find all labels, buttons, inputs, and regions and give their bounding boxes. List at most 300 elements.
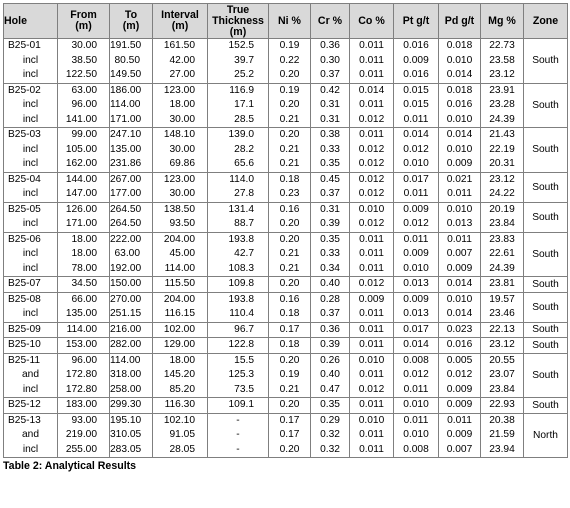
cell-ni — [269, 277, 311, 293]
header-co — [350, 4, 394, 39]
cr-value: 0.38 — [320, 129, 340, 140]
table-row-group — [4, 338, 568, 354]
co-value: 0.010 — [358, 354, 385, 366]
table-row-group — [4, 232, 568, 277]
true-thickness-value: 152.5 — [228, 40, 254, 51]
cell-interval — [153, 398, 208, 414]
header-co-line: Co % — [358, 14, 385, 27]
cell-zone: South — [524, 83, 568, 128]
true-thickness-value: 125.3 — [228, 369, 254, 380]
co-value: 0.011 — [359, 40, 384, 51]
pd-value: 0.010 — [446, 143, 473, 155]
pd-value: 0.005 — [446, 354, 473, 366]
co-value: 0.014 — [358, 84, 385, 96]
cell-true-thickness — [208, 292, 269, 322]
true-thickness-value: - — [236, 443, 240, 455]
cr-value: 0.39 — [320, 339, 340, 350]
table-row-group — [4, 413, 568, 458]
mg-value: 23.81 — [489, 278, 515, 289]
true-thickness-value: 122.8 — [228, 339, 254, 350]
interval-value: 115.50 — [164, 278, 195, 289]
cr-value: 0.26 — [320, 354, 340, 366]
interval-value: 45.00 — [169, 248, 195, 259]
results-table-container — [3, 3, 568, 472]
ni-value: 0.17 — [279, 414, 300, 426]
to-value: 149.50 — [110, 69, 142, 80]
table-row-group — [4, 172, 568, 202]
true-thickness-value: 17.1 — [234, 99, 254, 110]
from-value: 153.00 — [65, 339, 97, 350]
table-row-group — [4, 322, 568, 338]
cell-hole — [4, 322, 58, 338]
interval-value: 28.05 — [169, 443, 195, 455]
hole-value: B25-01 — [8, 40, 41, 51]
cell-zone: South — [524, 322, 568, 338]
cell-pt — [394, 232, 439, 277]
header-from-line: (m) — [75, 20, 92, 32]
cell-hole — [4, 398, 58, 414]
cell-pd — [439, 83, 481, 128]
cell-from — [58, 353, 110, 398]
pd-value: 0.009 — [446, 399, 473, 410]
cell-interval — [153, 172, 208, 202]
cell-zone: South — [524, 353, 568, 398]
cell-to — [110, 172, 153, 202]
pd-value: 0.009 — [446, 429, 473, 440]
cell-to — [110, 413, 153, 458]
co-value: 0.011 — [359, 248, 384, 259]
mg-value: 23.46 — [489, 308, 515, 319]
header-cr — [311, 4, 350, 39]
cell-from — [58, 83, 110, 128]
cell-zone: South — [524, 39, 568, 84]
true-thickness-value: 42.7 — [234, 248, 254, 259]
interval-value: 85.20 — [169, 383, 195, 395]
interval-value: 204.00 — [163, 233, 195, 245]
cr-value: 0.37 — [320, 308, 340, 319]
cell-true-thickness — [208, 39, 269, 84]
pt-value: 0.014 — [403, 129, 429, 140]
cell-hole — [4, 172, 58, 202]
header-true-thickness-line: True — [226, 3, 250, 16]
cell-pt — [394, 277, 439, 293]
ni-value: 0.20 — [279, 233, 300, 245]
ni-value: 0.20 — [279, 443, 300, 455]
cell-hole — [4, 292, 58, 322]
cell-interval — [153, 202, 208, 232]
cr-value: 0.32 — [320, 429, 340, 440]
cell-zone: South — [524, 232, 568, 277]
cell-pd — [439, 292, 481, 322]
from-value: 135.00 — [65, 308, 97, 319]
header-to — [110, 4, 153, 39]
ni-value: 0.20 — [279, 278, 300, 289]
header-pt — [394, 4, 439, 39]
cell-zone: South — [524, 277, 568, 293]
pd-value: 0.010 — [446, 293, 473, 305]
true-thickness-value: 15.5 — [234, 354, 254, 366]
co-value: 0.009 — [358, 293, 385, 305]
interval-value: 123.00 — [163, 84, 195, 96]
cell-mg — [481, 292, 524, 322]
header-cr-line: Cr % — [317, 14, 343, 27]
cell-cr — [311, 353, 350, 398]
from-value: 63.00 — [71, 84, 97, 96]
ni-value: 0.17 — [279, 429, 300, 440]
hole-value: B25-07 — [8, 278, 41, 289]
to-value: 171.00 — [110, 113, 142, 125]
pt-value: 0.009 — [403, 248, 429, 259]
cell-mg — [481, 39, 524, 84]
interval-value: 123.00 — [163, 173, 195, 185]
cell-interval — [153, 83, 208, 128]
pd-value: 0.009 — [446, 383, 473, 395]
mg-value: 22.93 — [489, 399, 515, 410]
to-value: 63.00 — [114, 248, 140, 259]
pt-value: 0.010 — [403, 158, 429, 169]
from-value: 171.00 — [65, 218, 97, 229]
cell-interval — [153, 322, 208, 338]
from-value: 255.00 — [65, 443, 97, 455]
to-value: 258.00 — [110, 383, 142, 395]
header-zone-line: Zone — [532, 14, 559, 27]
pd-value: 0.014 — [446, 278, 473, 289]
hole-value: B25-03 — [8, 129, 41, 140]
pt-value: 0.008 — [403, 354, 429, 366]
pt-value: 0.013 — [403, 308, 429, 319]
cr-value: 0.35 — [320, 158, 340, 169]
header-pd — [439, 4, 481, 39]
ni-value: 0.20 — [279, 218, 300, 229]
hole-value: B25-11 — [8, 354, 41, 366]
cell-true-thickness — [208, 232, 269, 277]
header-mg — [481, 4, 524, 39]
to-value: 247.10 — [110, 129, 142, 140]
header-from-line: From — [70, 9, 97, 21]
co-value: 0.012 — [358, 143, 385, 155]
cell-co — [350, 338, 394, 354]
interval-value: 129.00 — [163, 339, 195, 350]
to-value: 80.50 — [114, 54, 140, 66]
ni-value: 0.19 — [279, 40, 300, 51]
true-thickness-value: 96.7 — [234, 323, 254, 335]
true-thickness-value: 65.6 — [234, 158, 254, 169]
header-true-thickness-line: (m) — [229, 25, 247, 38]
cr-value: 0.30 — [320, 54, 340, 66]
cell-cr — [311, 128, 350, 173]
true-thickness-value: 131.4 — [228, 203, 254, 215]
cell-mg — [481, 202, 524, 232]
pt-value: 0.015 — [403, 84, 429, 96]
header-true-thickness — [208, 4, 269, 39]
pd-value: 0.010 — [446, 113, 473, 125]
pd-value: 0.016 — [446, 339, 473, 350]
pd-value: 0.007 — [446, 443, 473, 455]
from-value: 38.50 — [71, 54, 97, 66]
pd-value: 0.011 — [447, 188, 472, 199]
cell-hole — [4, 338, 58, 354]
header-to-line: To — [124, 9, 138, 21]
cr-value: 0.45 — [320, 173, 340, 185]
cell-hole — [4, 413, 58, 458]
ni-value: 0.21 — [279, 248, 300, 259]
co-value: 0.011 — [359, 323, 384, 335]
cell-co — [350, 232, 394, 277]
to-value: 150.00 — [110, 278, 142, 289]
from-value: 219.00 — [65, 429, 97, 440]
cell-from — [58, 232, 110, 277]
cr-value: 0.28 — [320, 293, 340, 305]
hole-value: incl — [22, 158, 39, 169]
mg-value: 20.19 — [489, 203, 515, 215]
cell-zone: South — [524, 172, 568, 202]
mg-value: 22.19 — [489, 143, 515, 155]
ni-value: 0.21 — [279, 158, 300, 169]
cell-pd — [439, 398, 481, 414]
true-thickness-value: 116.9 — [229, 84, 254, 96]
from-value: 183.00 — [65, 399, 97, 410]
cell-pt — [394, 413, 439, 458]
true-thickness-value: 108.3 — [228, 262, 254, 274]
co-value: 0.012 — [358, 383, 385, 395]
ni-value: 0.18 — [279, 173, 300, 185]
cell-mg — [481, 322, 524, 338]
hole-value: B25-04 — [8, 173, 41, 185]
from-value: 172.80 — [65, 383, 97, 395]
pt-value: 0.010 — [403, 262, 429, 274]
from-value: 141.00 — [65, 113, 97, 125]
hole-value: incl — [22, 248, 39, 259]
cell-true-thickness — [208, 202, 269, 232]
cell-true-thickness — [208, 322, 269, 338]
cell-ni — [269, 83, 311, 128]
cell-co — [350, 353, 394, 398]
header-interval-line: (m) — [171, 20, 189, 32]
cell-cr — [311, 232, 350, 277]
from-value: 147.00 — [65, 188, 97, 199]
cell-to — [110, 322, 153, 338]
true-thickness-value: 25.2 — [234, 69, 254, 80]
mg-value: 23.28 — [489, 99, 515, 110]
cell-cr — [311, 39, 350, 84]
ni-value: 0.19 — [279, 369, 300, 380]
to-value: 318.00 — [110, 369, 142, 380]
to-value: 282.00 — [110, 339, 142, 350]
to-value: 299.30 — [110, 399, 142, 410]
hole-value: and — [22, 429, 39, 440]
pt-value: 0.010 — [403, 399, 429, 410]
pd-value: 0.014 — [446, 308, 473, 319]
true-thickness-value: 114.0 — [229, 173, 254, 185]
co-value: 0.010 — [358, 203, 385, 215]
ni-value: 0.23 — [279, 188, 300, 199]
interval-value: 18.00 — [169, 99, 195, 110]
ni-value: 0.21 — [279, 262, 300, 274]
to-value: 177.00 — [110, 188, 142, 199]
to-value: 310.05 — [110, 429, 142, 440]
cell-zone: South — [524, 398, 568, 414]
cr-value: 0.36 — [320, 40, 340, 51]
cell-true-thickness — [208, 353, 269, 398]
co-value: 0.011 — [359, 369, 384, 380]
cell-mg — [481, 232, 524, 277]
interval-value: 102.10 — [163, 414, 195, 426]
cell-mg — [481, 413, 524, 458]
mg-value: 23.12 — [489, 339, 515, 350]
cell-co — [350, 322, 394, 338]
co-value: 0.011 — [359, 54, 384, 66]
header-interval-line: Interval — [161, 9, 199, 21]
cell-to — [110, 338, 153, 354]
cell-interval — [153, 353, 208, 398]
true-thickness-value: 28.2 — [234, 143, 254, 155]
cell-to — [110, 128, 153, 173]
pt-value: 0.011 — [403, 383, 429, 395]
from-value: 172.80 — [65, 369, 97, 380]
cell-interval — [153, 39, 208, 84]
interval-value: 161.50 — [163, 40, 195, 51]
mg-value: 20.55 — [489, 354, 515, 366]
cell-co — [350, 413, 394, 458]
cell-interval — [153, 277, 208, 293]
pt-value: 0.009 — [403, 293, 429, 305]
cell-pt — [394, 39, 439, 84]
interval-value: 116.15 — [164, 308, 195, 319]
ni-value: 0.20 — [279, 354, 300, 366]
interval-value: 114.00 — [164, 262, 195, 274]
ni-value: 0.21 — [279, 113, 300, 125]
hole-value: B25-06 — [8, 233, 41, 245]
cell-pt — [394, 322, 439, 338]
interval-value: 30.00 — [169, 113, 195, 125]
cell-from — [58, 202, 110, 232]
cell-hole — [4, 39, 58, 84]
from-value: 114.00 — [66, 323, 97, 335]
ni-value: 0.20 — [279, 399, 300, 410]
header-pd-line: Pd g/t — [444, 14, 475, 27]
cell-to — [110, 232, 153, 277]
interval-value: 145.20 — [163, 369, 195, 380]
pt-value: 0.016 — [403, 69, 429, 80]
cell-from — [58, 292, 110, 322]
pt-value: 0.009 — [403, 203, 429, 215]
mg-value: 23.12 — [489, 173, 515, 185]
ni-value: 0.16 — [279, 203, 300, 215]
cell-mg — [481, 353, 524, 398]
header-pt-line: Pt g/t — [402, 14, 430, 27]
cell-pd — [439, 338, 481, 354]
cell-pt — [394, 83, 439, 128]
cell-ni — [269, 398, 311, 414]
pd-value: 0.018 — [446, 84, 473, 96]
to-value: 186.00 — [110, 84, 142, 96]
cell-cr — [311, 202, 350, 232]
hole-value: incl — [22, 308, 39, 319]
from-value: 30.00 — [71, 40, 97, 51]
to-value: 264.50 — [110, 218, 142, 229]
cell-pt — [394, 202, 439, 232]
from-value: 93.00 — [71, 414, 97, 426]
cell-pd — [439, 353, 481, 398]
hole-value: incl — [22, 113, 39, 125]
table-header-row — [4, 4, 568, 39]
co-value: 0.011 — [359, 262, 384, 274]
cr-value: 0.37 — [320, 69, 340, 80]
hole-value: B25-05 — [8, 203, 41, 215]
pt-value: 0.012 — [403, 143, 429, 155]
ni-value: 0.16 — [279, 293, 300, 305]
cr-value: 0.40 — [320, 278, 340, 289]
true-thickness-value: 109.1 — [228, 399, 254, 410]
pd-value: 0.010 — [446, 203, 473, 215]
cell-interval — [153, 413, 208, 458]
hole-value: incl — [22, 54, 39, 66]
pd-value: 0.023 — [446, 323, 473, 335]
true-thickness-value: 27.8 — [234, 188, 254, 199]
mg-value: 22.13 — [489, 323, 515, 335]
hole-value: incl — [22, 69, 39, 80]
cell-pt — [394, 398, 439, 414]
cell-true-thickness — [208, 338, 269, 354]
cr-value: 0.37 — [320, 188, 340, 199]
interval-value: 102.00 — [163, 323, 195, 335]
pt-value: 0.011 — [403, 233, 429, 245]
mg-value: 24.22 — [489, 188, 515, 199]
header-ni — [269, 4, 311, 39]
cell-mg — [481, 172, 524, 202]
to-value: 114.00 — [110, 354, 141, 366]
cell-from — [58, 413, 110, 458]
cell-co — [350, 277, 394, 293]
true-thickness-value: 73.5 — [234, 383, 254, 395]
pd-value: 0.011 — [447, 414, 472, 426]
header-zone — [524, 4, 568, 39]
cr-value: 0.42 — [320, 84, 340, 96]
cell-pt — [394, 128, 439, 173]
mg-value: 20.38 — [489, 414, 515, 426]
hole-value: B25-12 — [8, 399, 41, 410]
cell-co — [350, 292, 394, 322]
mg-value: 21.43 — [489, 129, 515, 140]
cell-interval — [153, 292, 208, 322]
interval-value: 30.00 — [169, 188, 195, 199]
cell-mg — [481, 128, 524, 173]
cell-ni — [269, 413, 311, 458]
pt-value: 0.014 — [403, 339, 429, 350]
cell-ni — [269, 202, 311, 232]
hole-value: and — [22, 369, 39, 380]
table-row-group — [4, 292, 568, 322]
cell-pt — [394, 338, 439, 354]
cell-pd — [439, 232, 481, 277]
interval-value: 30.00 — [169, 143, 195, 155]
mg-value: 23.94 — [489, 443, 515, 455]
cell-pd — [439, 128, 481, 173]
ni-value: 0.17 — [279, 323, 300, 335]
cell-zone: South — [524, 128, 568, 173]
cell-co — [350, 202, 394, 232]
cell-to — [110, 39, 153, 84]
pt-value: 0.017 — [403, 323, 429, 335]
pd-value: 0.012 — [446, 369, 473, 380]
cell-pt — [394, 172, 439, 202]
cell-to — [110, 202, 153, 232]
mg-value: 24.39 — [489, 262, 515, 274]
cell-to — [110, 398, 153, 414]
from-value: 18.00 — [71, 233, 97, 245]
cell-mg — [481, 277, 524, 293]
ni-value: 0.18 — [279, 308, 300, 319]
